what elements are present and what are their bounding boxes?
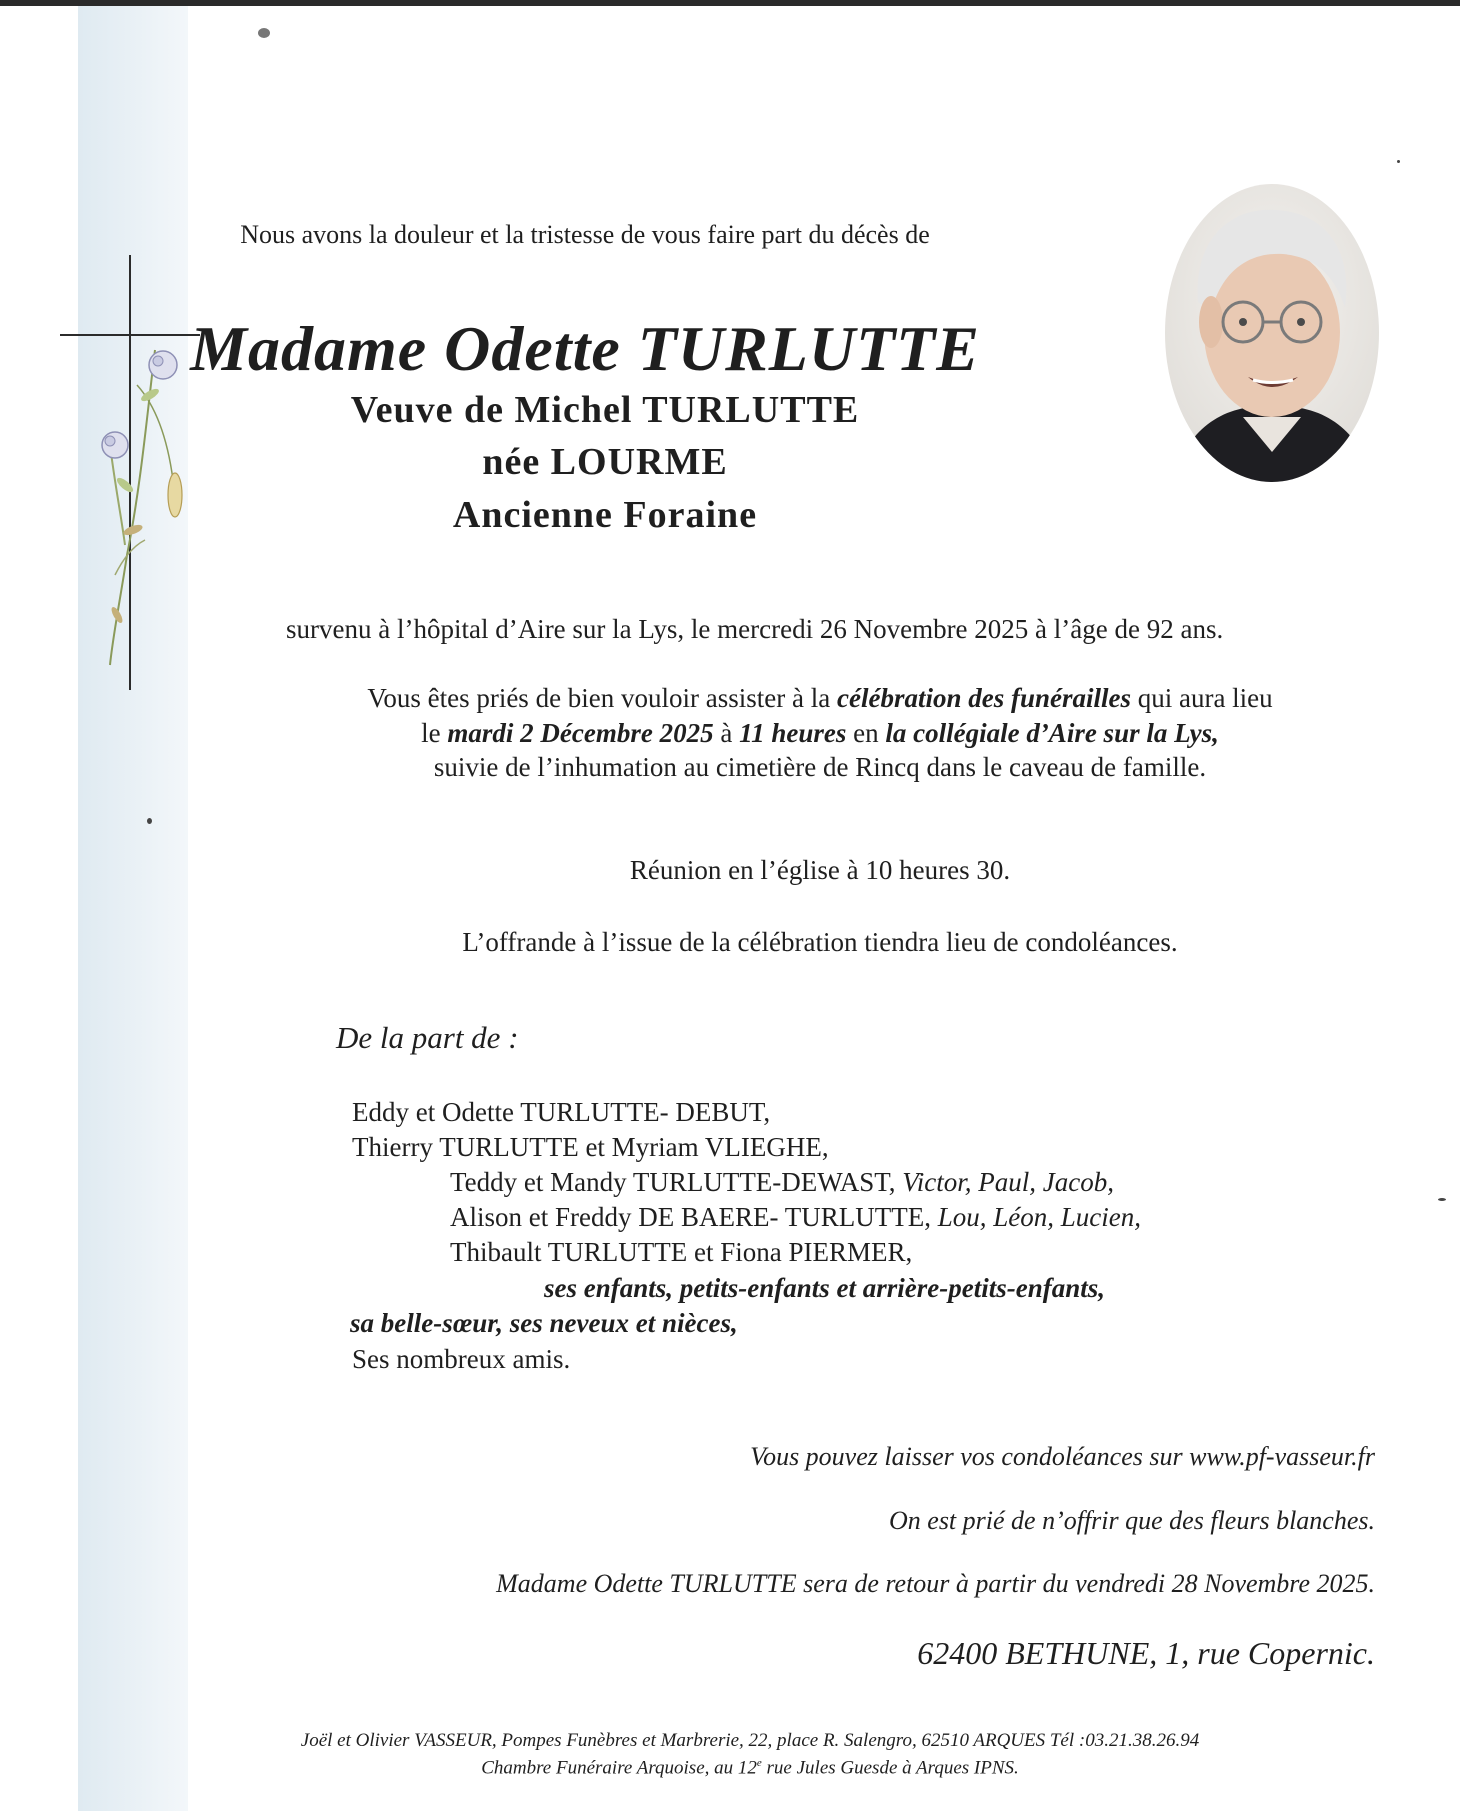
speck-4 bbox=[1438, 1198, 1446, 1201]
family-line-5: Thibault TURLUTTE et Fiona PIERMER, bbox=[450, 1237, 913, 1267]
maiden-name: née LOURME bbox=[482, 441, 728, 483]
intro-text: Nous avons la douleur et la tristesse de vous faire part du décès de bbox=[240, 220, 930, 249]
speck-2 bbox=[147, 818, 152, 824]
return-note: Madame Odette TURLUTTE sera de retour à partir du vendredi 28 Novembre 2025. bbox=[496, 1569, 1375, 1598]
family-line-3: Teddy et Mandy TURLUTTE-DEWAST, Victor, Paul, Jacob, bbox=[450, 1167, 1114, 1197]
footer-line-2: Chambre Funéraire Arquoise, au 12e rue Jules Guesde à Arques IPNS. bbox=[481, 1757, 1019, 1779]
occupation: Ancienne Foraine bbox=[452, 494, 758, 536]
funeral-line-1: Vous êtes priés de bien vouloir assister à la célébration des funérailles qui aura lieu bbox=[367, 683, 1273, 713]
reunion-text: Réunion en l’église à 10 heures 30. bbox=[629, 855, 1011, 885]
offrande-text: L’offrande à l’issue de la célébration tiendra lieu de condoléances. bbox=[462, 927, 1178, 957]
family-line-2: Thierry TURLUTTE et Myriam VLIEGHE, bbox=[352, 1132, 829, 1162]
speck-1 bbox=[258, 28, 270, 38]
family-line-7: sa belle-sœur, ses neveux et nièces, bbox=[350, 1308, 738, 1338]
widow-of: Veuve de Michel TURLUTTE bbox=[350, 389, 860, 431]
condoleances-note: Vous pouvez laisser vos condoléances sur www.pf-vasseur.fr bbox=[750, 1442, 1375, 1471]
flowers-note: On est prié de n’offrir que des fleurs blanches. bbox=[889, 1506, 1375, 1535]
from-label: De la part de : bbox=[336, 1020, 519, 1055]
family-line-4: Alison et Freddy DE BAERE- TURLUTTE, Lou, Léon, Lucien, bbox=[450, 1202, 1141, 1232]
address: 62400 BETHUNE, 1, rue Copernic. bbox=[917, 1635, 1375, 1671]
funeral-line-2: le mardi 2 Décembre 2025 à 11 heures en la collégiale d’Aire sur la Lys, bbox=[421, 718, 1219, 748]
speck-3 bbox=[1397, 160, 1400, 163]
funeral-line-3: suivie de l’inhumation au cimetière de Rincq dans le caveau de famille. bbox=[433, 752, 1207, 782]
deceased-name: Madame Odette TURLUTTE bbox=[190, 313, 980, 384]
family-line-1: Eddy et Odette TURLUTTE- DEBUT, bbox=[352, 1097, 771, 1127]
top-border bbox=[0, 0, 1460, 6]
death-line: survenu à l’hôpital d’Aire sur la Lys, le mercredi 26 Novembre 2025 à l’âge de 92 ans. bbox=[286, 614, 1224, 644]
footer-line-1: Joël et Olivier VASSEUR, Pompes Funèbres et Marbrerie, 22, place R. Salengro, 62510 ARQUES Tél :03.21.38.26.94 bbox=[300, 1730, 1200, 1751]
family-line-6: ses enfants, petits-enfants et arrière-petits-enfants, bbox=[544, 1273, 1105, 1303]
family-line-8: Ses nombreux amis. bbox=[352, 1344, 571, 1374]
